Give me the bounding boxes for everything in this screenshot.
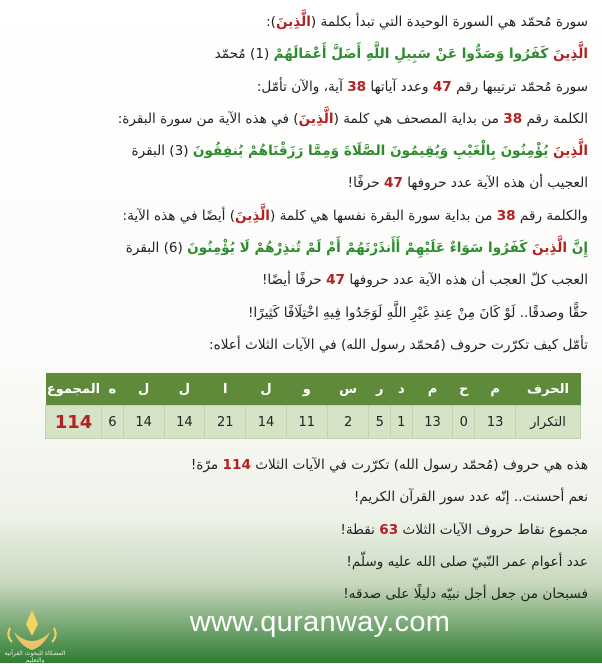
- table-count-cell: 11: [286, 406, 327, 439]
- table-count-cell: 0: [453, 406, 475, 439]
- text-span: (1) مُحمّد: [214, 46, 274, 63]
- highlighted-text: 47: [383, 175, 403, 192]
- text-span: العجب كلّ العجب أن هذه الآية عدد حروفها: [345, 272, 588, 289]
- text-line: [14, 135, 588, 167]
- text-span: تأمّل كيف تكرّرت حروف (مُحمّد رسول الله) في الآيات الثلاث أعلاه:: [209, 336, 588, 353]
- text-line: [14, 329, 588, 361]
- table-letter-cell: ا: [205, 373, 246, 406]
- text-span: وعدد آياتها: [366, 78, 433, 95]
- table-letter-cell: ل: [164, 373, 205, 406]
- highlighted-text: 47: [326, 272, 345, 289]
- table-letter-cell: ح: [453, 373, 475, 406]
- verse-text: يُؤْمِنُونَ بِالْغَيْبِ وَيُقِيمُونَ الصَّلَاةَ وَمِمَّا رَزَقْنَاهُمْ يُنفِقُونَ: [192, 143, 554, 160]
- table-count-row: [46, 406, 581, 439]
- table-count-cell: 1: [391, 406, 413, 439]
- text-line: [14, 264, 588, 296]
- table-count-cell: 14: [246, 406, 287, 439]
- text-span: عدد أعوام عمر النّبيّ صلى الله عليه وسلّم!: [346, 553, 588, 570]
- highlighted-text: الَّذِينَ: [532, 240, 567, 257]
- text-span: العجيب أن هذه الآية عدد حروفها: [402, 175, 588, 192]
- text-span: حقًّا وصدقًا.. لَوْ كَانَ مِنْ عِندِ غَيْرِ اللَّهِ لَوَجَدُوا فِيهِ اخْتِلَافًا كَثِيرًا!: [247, 304, 588, 321]
- text-span: (3) البقرة: [131, 143, 193, 160]
- highlighted-text: الَّذِينَ: [553, 143, 588, 160]
- highlighted-text: 47: [432, 78, 452, 95]
- verse-text: إِنَّ: [567, 240, 588, 257]
- table-row-label: التكرار: [516, 406, 581, 439]
- text-span: (6) البقرة: [125, 240, 188, 257]
- text-span: سورة مُحمّد هي السورة الوحيدة التي تبدأ بكلمة (: [310, 14, 588, 30]
- table-count-cell: 6: [102, 406, 124, 439]
- text-span: ) أيضًا في هذه الآية:: [122, 207, 236, 224]
- text-line: [14, 38, 588, 70]
- text-span: ):: [266, 14, 276, 30]
- table-count-cell: 21: [205, 406, 246, 439]
- highlighted-text: 38: [347, 78, 367, 95]
- highlighted-text: 38: [503, 110, 523, 127]
- table-letter-cell: ل: [246, 373, 287, 406]
- table-header-total: المجموع: [46, 373, 102, 406]
- text-span: هذه هي حروف (مُحمّد رسول الله) تكرّرت في الآيات الثلاث: [250, 457, 588, 473]
- highlighted-text: 38: [496, 207, 516, 224]
- logo-caption: المشكاة للبحوث القرآنية والتعليم: [4, 650, 66, 664]
- table-header-label: الحرف: [516, 373, 581, 406]
- highlighted-text: الَّذِينَ: [298, 110, 334, 127]
- table-count-cell: 13: [475, 406, 516, 439]
- table-count-cell: 13: [412, 406, 453, 439]
- text-line: [14, 167, 588, 199]
- text-span: مرّة!: [190, 457, 223, 473]
- highlighted-text: الَّذِينَ: [553, 46, 588, 63]
- text-line: [14, 71, 588, 103]
- text-line: [14, 200, 588, 232]
- text-span: الكلمة رقم: [522, 110, 588, 127]
- table-header-row: [46, 373, 581, 406]
- text-line: [14, 546, 588, 578]
- text-span: سورة مُحمّد ترتيبها رقم: [451, 78, 588, 95]
- highlighted-text: 114: [222, 457, 251, 473]
- table-total-cell: 114: [46, 406, 102, 439]
- text-line: [14, 514, 588, 546]
- table-letter-cell: ر: [369, 373, 391, 406]
- table-letter-cell: ل: [123, 373, 164, 406]
- article-text-top: [14, 6, 588, 361]
- table-letter-cell: م: [475, 373, 516, 406]
- website-url-link[interactable]: www.quranway.com: [189, 606, 451, 638]
- highlighted-text: الَّذِينَ: [275, 14, 311, 30]
- text-span: من بداية سورة البقرة نفسها هي كلمة (: [269, 207, 497, 224]
- text-span: ) في هذه الآية من سورة البقرة:: [117, 110, 299, 127]
- table-count-cell: 2: [327, 406, 369, 439]
- verse-text: كَفَرُوا سَوَاءٌ عَلَيْهِمْ أَأَنذَرْتَهُمْ أَمْ لَمْ تُنذِرْهُمْ لَا يُؤْمِنُونَ: [187, 240, 533, 257]
- table-letter-cell: و: [286, 373, 327, 406]
- table-letter-cell: د: [391, 373, 413, 406]
- text-span: مجموع نقاط حروف الآيات الثلاث: [398, 521, 588, 538]
- article-text-bottom: [14, 449, 588, 610]
- text-span: آية، والآن تأمّل:: [256, 78, 348, 95]
- text-span: حرفًا!: [347, 175, 384, 192]
- table-letter-cell: س: [327, 373, 369, 406]
- table-count-cell: 14: [164, 406, 205, 439]
- letter-frequency-table: [45, 373, 581, 439]
- highlighted-text: الَّذِينَ: [235, 207, 270, 224]
- text-span: نقطة!: [340, 521, 380, 538]
- text-line: [14, 297, 588, 329]
- table-count-cell: 14: [123, 406, 164, 439]
- text-span: من بداية المصحف هي كلمة (: [333, 110, 504, 127]
- text-span: نعم أحسنت.. إنّه عدد سور القرآن الكريم!: [353, 489, 588, 506]
- table-letter-cell: م: [412, 373, 453, 406]
- verse-text: كَفَرُوا وَصَدُّوا عَنْ سَبِيلِ اللَّهِ أَضَلَّ أَعْمَالَهُمْ: [273, 46, 554, 63]
- text-line: [14, 232, 588, 264]
- text-line: [14, 6, 588, 38]
- text-span: حرفًا أيضًا!: [261, 272, 327, 289]
- table-count-cell: 5: [369, 406, 391, 439]
- text-span: والكلمة رقم: [515, 207, 588, 224]
- text-line: [14, 449, 588, 481]
- highlighted-text: 63: [379, 521, 399, 538]
- text-span: فسبحان من جعل أجل نبيّه دليلًا على صدقه!: [343, 586, 588, 603]
- table-letter-cell: ه: [102, 373, 124, 406]
- text-line: [14, 481, 588, 513]
- text-line: [14, 103, 588, 135]
